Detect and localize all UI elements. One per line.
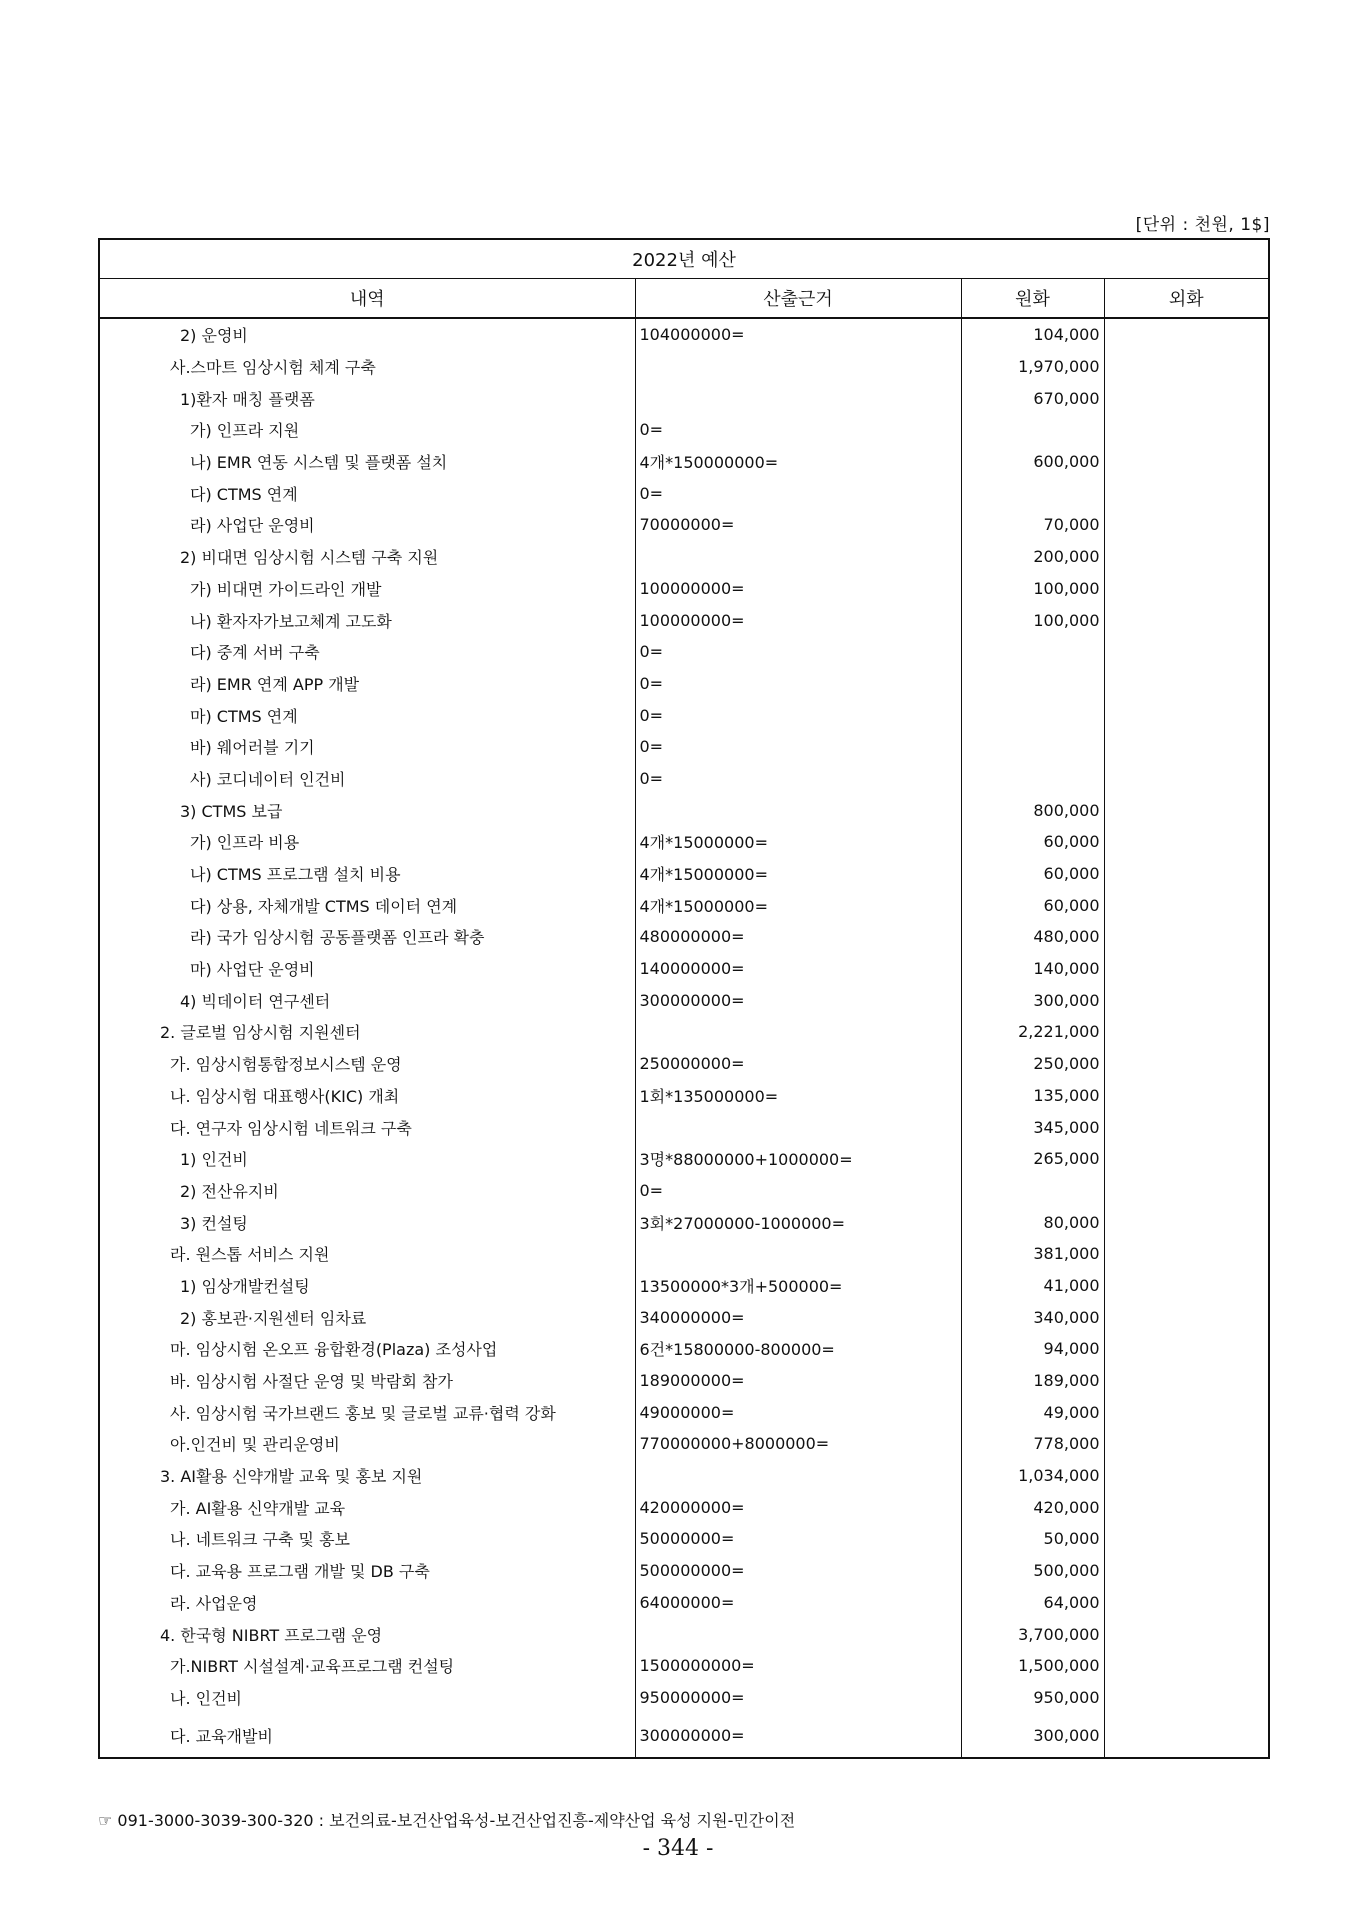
row-won: 1,034,000: [961, 1460, 1104, 1492]
row-item: 아.인건비 및 관리운영비: [99, 1428, 635, 1460]
row-item: 라. 사업운영: [99, 1587, 635, 1619]
row-foreign: [1104, 1396, 1269, 1428]
row-item: 마) 사업단 운영비: [99, 953, 635, 985]
row-basis: [635, 1460, 961, 1492]
table-row: [99, 1396, 1269, 1428]
row-basis: 420000000=: [635, 1491, 961, 1523]
row-basis: 4개*15000000=: [635, 858, 961, 890]
row-basis: 770000000+8000000=: [635, 1428, 961, 1460]
row-basis: 140000000=: [635, 953, 961, 985]
table-row: [99, 1175, 1269, 1207]
row-item: 다. 교육개발비: [99, 1713, 635, 1758]
row-won: 60,000: [961, 889, 1104, 921]
table-row: [99, 382, 1269, 414]
row-item: 가) 인프라 비용: [99, 826, 635, 858]
row-item: 가. AI활용 신약개발 교육: [99, 1491, 635, 1523]
row-basis: [635, 382, 961, 414]
row-won: 381,000: [961, 1238, 1104, 1270]
row-won: 80,000: [961, 1206, 1104, 1238]
table-row: [99, 826, 1269, 858]
row-basis: 500000000=: [635, 1555, 961, 1587]
row-basis: [635, 1016, 961, 1048]
row-basis: 6건*15800000-800000=: [635, 1333, 961, 1365]
row-basis: 0=: [635, 668, 961, 700]
row-basis: [635, 1618, 961, 1650]
table-row: [99, 1682, 1269, 1714]
row-basis: 0=: [635, 477, 961, 509]
row-foreign: [1104, 541, 1269, 573]
row-won: 420,000: [961, 1491, 1104, 1523]
row-item: 사. 임상시험 국가브랜드 홍보 및 글로벌 교류·협력 강화: [99, 1396, 635, 1428]
row-basis: 4개*150000000=: [635, 446, 961, 478]
table-row: [99, 1301, 1269, 1333]
row-foreign: [1104, 509, 1269, 541]
row-item: 바. 임상시험 사절단 운영 및 박람회 참가: [99, 1365, 635, 1397]
row-won: 70,000: [961, 509, 1104, 541]
page-number: - 344 -: [642, 1836, 714, 1861]
row-foreign: [1104, 414, 1269, 446]
row-foreign: [1104, 921, 1269, 953]
row-item: 2) 운영비: [99, 318, 635, 351]
row-basis: 50000000=: [635, 1523, 961, 1555]
table-row: [99, 351, 1269, 383]
row-item: 가) 인프라 지원: [99, 414, 635, 446]
row-item: 3) 컨설팅: [99, 1206, 635, 1238]
row-foreign: [1104, 1428, 1269, 1460]
row-won: 670,000: [961, 382, 1104, 414]
row-won: 3,700,000: [961, 1618, 1104, 1650]
table-row: [99, 858, 1269, 890]
row-won: 104,000: [961, 318, 1104, 351]
row-won: [961, 763, 1104, 795]
table-row: [99, 1523, 1269, 1555]
table-row: [99, 604, 1269, 636]
row-item: 가.NIBRT 시설설계·교육프로그램 컨설팅: [99, 1650, 635, 1682]
row-won: 100,000: [961, 604, 1104, 636]
row-item: 마) CTMS 연계: [99, 699, 635, 731]
table-row: [99, 1143, 1269, 1175]
row-basis: [635, 351, 961, 383]
row-won: 49,000: [961, 1396, 1104, 1428]
row-item: 4. 한국형 NIBRT 프로그램 운영: [99, 1618, 635, 1650]
row-won: [961, 1175, 1104, 1207]
table-row: [99, 509, 1269, 541]
table-row: [99, 889, 1269, 921]
row-won: 189,000: [961, 1365, 1104, 1397]
row-won: 600,000: [961, 446, 1104, 478]
row-foreign: [1104, 477, 1269, 509]
row-foreign: [1104, 731, 1269, 763]
row-won: [961, 477, 1104, 509]
row-foreign: [1104, 1048, 1269, 1080]
row-foreign: [1104, 699, 1269, 731]
row-won: 300,000: [961, 984, 1104, 1016]
row-foreign: [1104, 1650, 1269, 1682]
table-row: [99, 731, 1269, 763]
row-item: 다) 상용, 자체개발 CTMS 데이터 연계: [99, 889, 635, 921]
row-item: 2. 글로벌 임상시험 지원센터: [99, 1016, 635, 1048]
row-foreign: [1104, 1365, 1269, 1397]
table-row: [99, 636, 1269, 668]
table-row: [99, 984, 1269, 1016]
footnote: ☞ 091-3000-3039-300-320 : 보건의료-보건산업육성-보건산업진흥-제약산업 육성 지원-민간이전: [98, 1811, 796, 1830]
row-foreign: [1104, 1618, 1269, 1650]
row-foreign: [1104, 826, 1269, 858]
row-basis: 0=: [635, 763, 961, 795]
row-won: [961, 668, 1104, 700]
table-row: [99, 573, 1269, 605]
row-won: [961, 636, 1104, 668]
row-won: 778,000: [961, 1428, 1104, 1460]
row-item: 라. 원스톱 서비스 지원: [99, 1238, 635, 1270]
row-won: 64,000: [961, 1587, 1104, 1619]
unit-label: [단위 : 천원, 1$]: [1135, 215, 1270, 235]
row-basis: 100000000=: [635, 573, 961, 605]
row-item: 라) 국가 임상시험 공동플랫폼 인프라 확충: [99, 921, 635, 953]
row-foreign: [1104, 1080, 1269, 1112]
table-row: [99, 1428, 1269, 1460]
row-item: 나) CTMS 프로그램 설치 비용: [99, 858, 635, 890]
table-row: [99, 668, 1269, 700]
table-row: [99, 699, 1269, 731]
row-won: 200,000: [961, 541, 1104, 573]
column-header-item: 내역: [99, 279, 635, 319]
row-item: 다. 교육용 프로그램 개발 및 DB 구축: [99, 1555, 635, 1587]
row-won: 265,000: [961, 1143, 1104, 1175]
row-basis: 0=: [635, 636, 961, 668]
table-row: [99, 921, 1269, 953]
row-basis: 250000000=: [635, 1048, 961, 1080]
row-won: 94,000: [961, 1333, 1104, 1365]
row-won: 340,000: [961, 1301, 1104, 1333]
row-won: 300,000: [961, 1713, 1104, 1758]
row-basis: 4개*15000000=: [635, 826, 961, 858]
table-row: [99, 477, 1269, 509]
row-basis: 1회*135000000=: [635, 1080, 961, 1112]
row-foreign: [1104, 1016, 1269, 1048]
row-foreign: [1104, 446, 1269, 478]
row-item: 다) CTMS 연계: [99, 477, 635, 509]
row-won: 60,000: [961, 858, 1104, 890]
row-won: 41,000: [961, 1270, 1104, 1302]
table-row: [99, 1555, 1269, 1587]
row-foreign: [1104, 1587, 1269, 1619]
row-item: 다) 중계 서버 구축: [99, 636, 635, 668]
row-basis: 300000000=: [635, 984, 961, 1016]
row-won: 1,970,000: [961, 351, 1104, 383]
row-item: 마. 임상시험 온오프 융합환경(Plaza) 조성사업: [99, 1333, 635, 1365]
row-item: 2) 비대면 임상시험 시스템 구축 지원: [99, 541, 635, 573]
row-basis: 100000000=: [635, 604, 961, 636]
row-foreign: [1104, 636, 1269, 668]
row-basis: 189000000=: [635, 1365, 961, 1397]
row-item: 나) 환자자가보고체계 고도화: [99, 604, 635, 636]
row-basis: 300000000=: [635, 1713, 961, 1758]
row-foreign: [1104, 604, 1269, 636]
row-foreign: [1104, 858, 1269, 890]
table-row: [99, 1048, 1269, 1080]
row-foreign: [1104, 1333, 1269, 1365]
row-foreign: [1104, 1270, 1269, 1302]
column-header-foreign: 외화: [1104, 279, 1269, 319]
table-row: [99, 1111, 1269, 1143]
row-basis: [635, 1238, 961, 1270]
row-item: 3. AI활용 신약개발 교육 및 홍보 지원: [99, 1460, 635, 1492]
table-row: [99, 1365, 1269, 1397]
table-row: [99, 541, 1269, 573]
row-item: 라) 사업단 운영비: [99, 509, 635, 541]
row-item: 1) 임상개발컨설팅: [99, 1270, 635, 1302]
row-item: 사) 코디네이터 인건비: [99, 763, 635, 795]
table-row: [99, 763, 1269, 795]
row-won: 500,000: [961, 1555, 1104, 1587]
row-foreign: [1104, 889, 1269, 921]
row-won: 2,221,000: [961, 1016, 1104, 1048]
row-item: 나. 인건비: [99, 1682, 635, 1714]
row-item: 바) 웨어러블 기기: [99, 731, 635, 763]
row-basis: 104000000=: [635, 318, 961, 351]
table-row: [99, 953, 1269, 985]
table-row: [99, 1270, 1269, 1302]
table-row: [99, 1618, 1269, 1650]
row-item: 나. 임상시험 대표행사(KIC) 개최: [99, 1080, 635, 1112]
row-item: 라) EMR 연계 APP 개발: [99, 668, 635, 700]
row-foreign: [1104, 318, 1269, 351]
row-basis: 0=: [635, 1175, 961, 1207]
row-foreign: [1104, 351, 1269, 383]
row-won: 250,000: [961, 1048, 1104, 1080]
row-item: 가) 비대면 가이드라인 개발: [99, 573, 635, 605]
row-item: 가. 임상시험통합정보시스템 운영: [99, 1048, 635, 1080]
row-won: [961, 699, 1104, 731]
row-item: 1) 인건비: [99, 1143, 635, 1175]
row-won: 135,000: [961, 1080, 1104, 1112]
table-row: [99, 1206, 1269, 1238]
row-basis: [635, 541, 961, 573]
row-foreign: [1104, 794, 1269, 826]
table-title: 2022년 예산: [99, 239, 1269, 279]
row-foreign: [1104, 1238, 1269, 1270]
row-won: [961, 414, 1104, 446]
row-item: 사.스마트 임상시험 체계 구축: [99, 351, 635, 383]
row-won: 480,000: [961, 921, 1104, 953]
table-row: [99, 1650, 1269, 1682]
row-basis: [635, 794, 961, 826]
row-basis: 480000000=: [635, 921, 961, 953]
budget-table: [98, 238, 1270, 1759]
table-row: [99, 318, 1269, 351]
row-basis: 0=: [635, 731, 961, 763]
row-item: 3) CTMS 보급: [99, 794, 635, 826]
column-header-won: 원화: [961, 279, 1104, 319]
table-row: [99, 794, 1269, 826]
row-basis: [635, 1111, 961, 1143]
table-row: [99, 1491, 1269, 1523]
table-row: [99, 1587, 1269, 1619]
row-won: 140,000: [961, 953, 1104, 985]
row-item: 다. 연구자 임상시험 네트워크 구축: [99, 1111, 635, 1143]
row-won: 1,500,000: [961, 1650, 1104, 1682]
table-row: [99, 1238, 1269, 1270]
row-basis: 0=: [635, 414, 961, 446]
table-row: [99, 1713, 1269, 1758]
row-foreign: [1104, 984, 1269, 1016]
row-won: 50,000: [961, 1523, 1104, 1555]
row-basis: 13500000*3개+500000=: [635, 1270, 961, 1302]
row-foreign: [1104, 953, 1269, 985]
row-won: 100,000: [961, 573, 1104, 605]
row-item: 나. 네트워크 구축 및 홍보: [99, 1523, 635, 1555]
table-row: [99, 414, 1269, 446]
row-foreign: [1104, 1111, 1269, 1143]
row-basis: 64000000=: [635, 1587, 961, 1619]
row-foreign: [1104, 1713, 1269, 1758]
row-basis: 3회*27000000-1000000=: [635, 1206, 961, 1238]
row-basis: 4개*15000000=: [635, 889, 961, 921]
row-won: 800,000: [961, 794, 1104, 826]
table-row: [99, 1016, 1269, 1048]
row-won: 345,000: [961, 1111, 1104, 1143]
row-item: 2) 전산유지비: [99, 1175, 635, 1207]
row-basis: 49000000=: [635, 1396, 961, 1428]
table-row: [99, 446, 1269, 478]
row-foreign: [1104, 668, 1269, 700]
row-foreign: [1104, 763, 1269, 795]
row-basis: 1500000000=: [635, 1650, 961, 1682]
row-foreign: [1104, 1523, 1269, 1555]
row-basis: 3명*88000000+1000000=: [635, 1143, 961, 1175]
row-item: 2) 홍보관·지원센터 임차료: [99, 1301, 635, 1333]
row-item: 1)환자 매칭 플랫폼: [99, 382, 635, 414]
row-foreign: [1104, 1301, 1269, 1333]
row-foreign: [1104, 1555, 1269, 1587]
row-foreign: [1104, 1491, 1269, 1523]
row-won: 950,000: [961, 1682, 1104, 1714]
table-body: [99, 318, 1269, 1758]
row-basis: 340000000=: [635, 1301, 961, 1333]
row-foreign: [1104, 1682, 1269, 1714]
row-foreign: [1104, 382, 1269, 414]
row-foreign: [1104, 1460, 1269, 1492]
row-foreign: [1104, 1206, 1269, 1238]
row-basis: 70000000=: [635, 509, 961, 541]
table-row: [99, 1460, 1269, 1492]
row-item: 4) 빅데이터 연구센터: [99, 984, 635, 1016]
row-foreign: [1104, 1175, 1269, 1207]
table-row: [99, 1333, 1269, 1365]
row-won: 60,000: [961, 826, 1104, 858]
row-foreign: [1104, 1143, 1269, 1175]
column-header-basis: 산출근거: [635, 279, 961, 319]
row-foreign: [1104, 573, 1269, 605]
row-basis: 950000000=: [635, 1682, 961, 1714]
table-row: [99, 1080, 1269, 1112]
row-basis: 0=: [635, 699, 961, 731]
row-item: 나) EMR 연동 시스템 및 플랫폼 설치: [99, 446, 635, 478]
row-won: [961, 731, 1104, 763]
